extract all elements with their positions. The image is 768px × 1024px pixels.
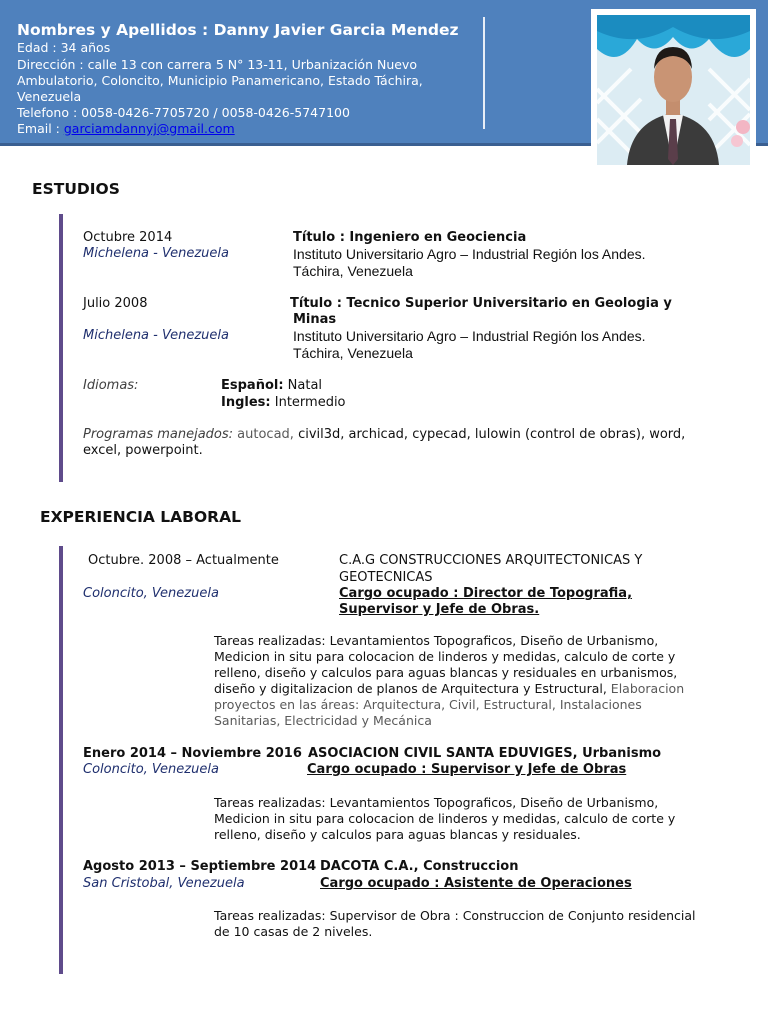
email-link[interactable]: garciamdannyj@gmail.com xyxy=(63,121,235,136)
idioma-espanol-level: Natal xyxy=(283,378,323,393)
job-1-tarea-4b: Elaboracion xyxy=(606,681,685,696)
idioma-espanol-lang: Español: xyxy=(221,378,284,393)
programas-label: Programas manejados: xyxy=(83,427,234,442)
estudio-2-inst-2: Táchira, Venezuela xyxy=(293,345,413,361)
estudio-1-title xyxy=(293,230,526,247)
estudio-1-inst-2: Táchira, Venezuela xyxy=(293,263,413,279)
estudios-accent-bar xyxy=(59,214,63,482)
job-2-tarea-line: Tareas realizadas: Levantamientos Topograficos, Diseño de Urbanismo, xyxy=(214,795,659,810)
estudio-1-inst-1: Instituto Universitario Agro – Industrial Región los Andes. xyxy=(293,246,646,262)
job-1-tarea-line: Tareas realizadas: Levantamientos Topograficos, Diseño de Urbanismo, xyxy=(214,633,659,648)
job-3-company: DACOTA C.A., Construccion xyxy=(320,859,519,874)
job-1-tarea-line: Sanitarias, Electricidad y Mecánica xyxy=(214,713,432,728)
job-2-cargo: Cargo ocupado : Supervisor y Jefe de Obras xyxy=(307,762,627,777)
job-1-tarea-line: proyectos en las áreas: Arquitectura, Civil, Estructural, Instalaciones xyxy=(214,697,642,712)
job-1-company-2: GEOTECNICAS xyxy=(339,570,433,585)
job-3-cargo: Cargo ocupado : Asistente de Operaciones xyxy=(320,876,632,891)
job-1-company-1: C.A.G CONSTRUCCIONES ARQUITECTONICAS Y xyxy=(339,553,643,568)
estudio-1-title-text: Título : Ingeniero en Geociencia xyxy=(293,230,527,245)
programas-line-2: excel, powerpoint. xyxy=(83,443,203,458)
job-2-place: Coloncito, Venezuela xyxy=(83,762,219,777)
address-line-3: Venezuela xyxy=(17,89,82,104)
age-line: Edad : 34 años xyxy=(17,40,111,55)
job-2-tareas xyxy=(214,795,675,843)
profile-photo xyxy=(591,9,756,167)
job-1-tareas xyxy=(214,633,684,729)
email-label: Email : xyxy=(17,121,64,136)
idioma-espanol xyxy=(221,378,322,395)
idioma-ingles-lang: Ingles: xyxy=(221,395,271,410)
address-line-2: Ambulatorio, Coloncito, Municipio Panamericano, Estado Táchira, xyxy=(17,73,423,88)
idioma-ingles xyxy=(221,395,346,412)
job-1-tarea-line xyxy=(214,681,684,697)
idiomas-label: Idiomas: xyxy=(83,378,139,393)
candidate-name: Nombres y Apellidos : Danny Javier Garcia Mendez xyxy=(17,21,459,39)
estudio-2-title-line-1: Título : Tecnico Superior Universitario en Geologia y xyxy=(290,296,672,311)
phone-line: Telefono : 0058-0426-7705720 / 0058-0426-5747100 xyxy=(17,105,350,120)
estudio-1-place: Michelena - Venezuela xyxy=(83,246,229,261)
estudio-2-place: Michelena - Venezuela xyxy=(83,328,229,343)
section-title-experiencia: EXPERIENCIA LABORAL xyxy=(40,508,241,526)
job-1-tarea-line: relleno, diseño y calculos para aguas blancas y residuales en urbanismos, xyxy=(214,665,678,680)
estudio-1-date: Octubre 2014 xyxy=(83,230,173,245)
job-3-place: San Cristobal, Venezuela xyxy=(83,876,245,891)
email-line xyxy=(17,121,235,137)
header-divider xyxy=(483,17,485,129)
job-1-tarea-line: Medicion in situ para colocacion de linderos y medidas, calculo de corte y xyxy=(214,649,676,664)
job-2-tarea-line: relleno, diseño y calculos para aguas blancas y residuales. xyxy=(214,827,581,842)
job-2-tarea-line: Medicion in situ para colocacion de linderos y medidas, calculo de corte y xyxy=(214,811,676,826)
estudio-2-inst-1: Instituto Universitario Agro – Industrial Región los Andes. xyxy=(293,328,646,344)
programas-line-1 xyxy=(83,427,685,444)
job-3-tareas xyxy=(214,908,696,940)
idioma-ingles-level: Intermedio xyxy=(270,395,346,410)
job-3-date: Agosto 2013 – Septiembre 2014 xyxy=(83,859,317,874)
estudio-2-title-line-2: Minas xyxy=(293,312,337,327)
job-1-cargo-2: Supervisor y Jefe de Obras. xyxy=(339,602,540,617)
job-3-tarea-line: Tareas realizadas: Supervisor de Obra : Construccion de Conjunto residencial xyxy=(214,908,696,923)
section-title-estudios: ESTUDIOS xyxy=(32,180,120,198)
job-3-tarea-line: de 10 casas de 2 niveles. xyxy=(214,924,373,939)
experiencia-accent-bar xyxy=(59,546,63,974)
programas-rest: civil3d, archicad, cypecad, lulowin (control de obras), word, xyxy=(293,427,686,442)
job-1-place: Coloncito, Venezuela xyxy=(83,586,219,601)
job-1-tarea-4a: diseño y digitalizacion de planos de Arquitectura y Estructural, xyxy=(214,681,607,696)
job-1-date: Octubre. 2008 – Actualmente xyxy=(88,553,279,568)
programas-autocad: autocad, xyxy=(233,427,294,442)
job-2-date: Enero 2014 – Noviembre 2016 xyxy=(83,746,302,761)
job-2-company: ASOCIACION CIVIL SANTA EDUVIGES, Urbanismo xyxy=(308,746,662,761)
job-1-cargo-1: Cargo ocupado : Director de Topografia, xyxy=(339,586,633,601)
address-line-1: Dirección : calle 13 con carrera 5 N° 13-11, Urbanización Nuevo xyxy=(17,57,417,72)
profile-photo-illustration xyxy=(591,9,756,167)
estudio-2-date: Julio 2008 xyxy=(83,296,148,311)
